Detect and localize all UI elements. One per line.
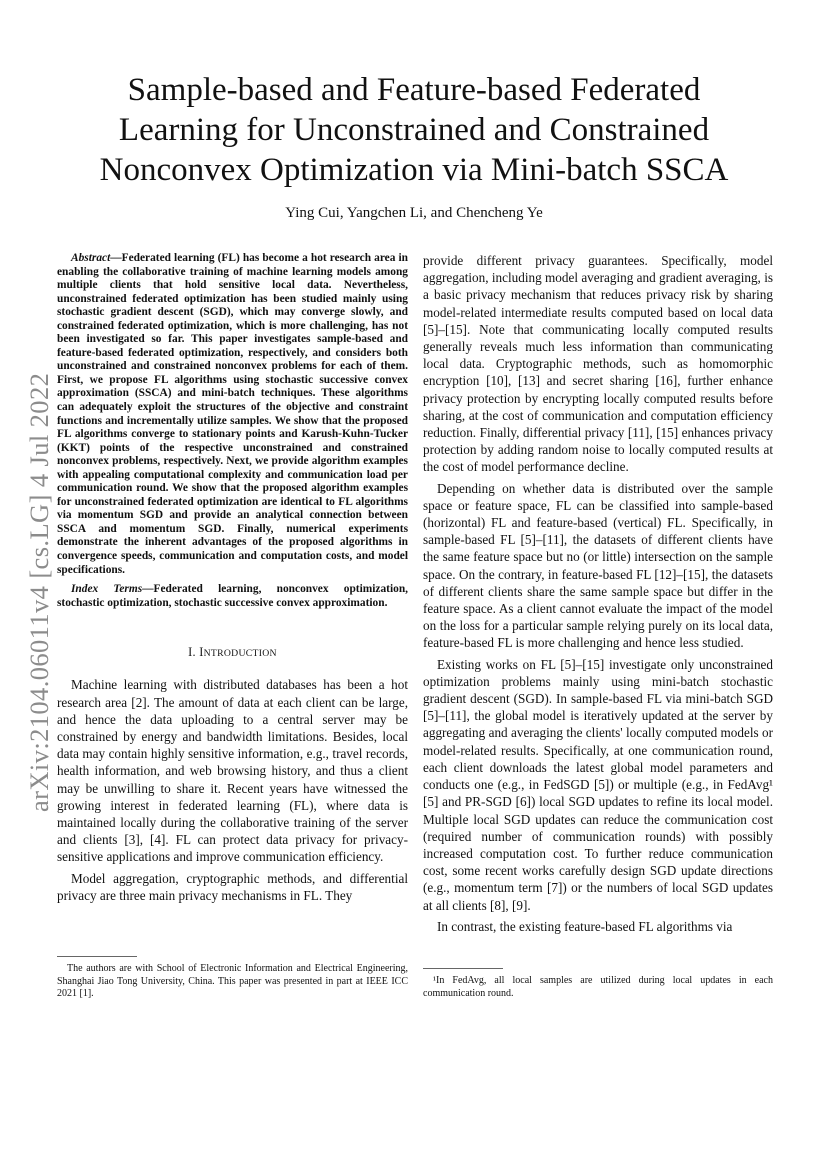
right-paragraph-3: Existing works on FL [5]–[15] investigate only unconstrained optimization problems mainly using mini-batch stochastic gradient descent (SGD). In sample-based FL via mini-batch SGD [5]–[11], the global model is iteratively updated at the server by aggregating and averaging the clients' locally computed models or model-related results. Specifically, at one communication round, each client downloads the latest global model parameters and conducts one (e.g., in FedSGD [5]) or multiple (e.g., in FedAvg¹ [5] and PR-SGD [6]) local SGD updates to refine its local model. Multiple local SGD updates can reduce the communication cost (required number of communication rounds) with possibly increased computation cost. To further reduce communication cost, some recent works carefully design SGD update directions (e.g., momentum term [7]) or the numbers of local SGD updates at all clients [8], [9].	[423, 656, 773, 913]
paper-title	[60, 70, 768, 190]
intro-paragraph-2: Model aggregation, cryptographic methods, and differential privacy are three main privacy mechanisms in FL. They	[57, 870, 408, 903]
arxiv-identifier: arXiv:2104.06011v4 [cs.LG] 4 Jul 2022	[24, 372, 54, 812]
right-column	[423, 252, 773, 935]
right-paragraph-4: In contrast, the existing feature-based FL algorithms via	[437, 918, 733, 934]
index-terms	[57, 583, 408, 610]
intro-paragraph-1: Machine learning with distributed databases has been a hot research area [2]. The amount of data at each client can be large, and hence the data uploading to a central server may be constrained by energy and bandwidth limitations. Besides, local data may contain highly sensitive information, e.g., travel records, health information, and web browsing history, and thus a client may be unwilling to share it. Recent years have witnessed the growing interest in federated learning (FL), where data is maintained locally during the collaborative training of the server and clients [3], [4]. FL can protect data privacy for privacy-sensitive applications and improve communication efficiency.	[57, 677, 408, 865]
title-line-2: Learning for Unconstrained and Constrained	[118, 112, 710, 148]
right-paragraph-1: provide different privacy guarantees. Specifically, model aggregation, including model averaging and gradient averaging, is a basic privacy mechanism that reduces privacy risk by sharing model-related intermediate results computed based on local data [5]–[15]. Note that communicating locally computed results generally reveals much less information than communicating local data. Cryptographic methods, such as homomorphic encryption [10], [13] and secret sharing [16], further enhance privacy protection by encrypting locally computed results before sharing, at the cost of communication and computation efficiency reduction. Finally, differential privacy [11], [15] enhances privacy protection by adding random noise to locally computed results at the cost of model performance decline.	[423, 253, 773, 475]
arxiv-sidebar-stamp	[22, 352, 56, 812]
index-terms-text: —Federated learning, nonconvex optimization, stochastic optimization, stochastic successive convex approximation.	[57, 583, 409, 609]
abstract-lead: Abstract	[71, 252, 111, 264]
fedavg-footnote: ¹In FedAvg, all local samples are utilized during local updates in each communication round.	[423, 975, 773, 999]
section-heading-introduction: I. INTRODUCTION	[188, 645, 277, 660]
abstract-text: —Federated learning (FL) has become a hot research area in enabling the collaborative training of machine learning models among multiple clients that hold sensitive local data. Nevertheless, unconstrained federated optimization has been studied mainly using stochastic gradient descent (SGD), which may converge slowly, and constrained federated optimization, which is more challenging, has not been investigated so far. This paper investigates sample-based and feature-based federated optimization, respectively, and considers both unconstrained and constrained nonconvex problems for each of them. First, we propose FL algorithms using stochastic successive convex approximation (SSCA) and mini-batch techniques. These algorithms can adequately exploit the structures of the objective and constraint functions and incrementally utilize samples. We show that the proposed FL algorithms converge to stationary points and Karush-Kuhn-Tucker (KKT) points of the respective unconstrained and constrained nonconvex problems, respectively. Next, we provide algorithm examples with appealing computational complexity and communication load per communication round. We show that the proposed algorithm examples for unconstrained federated optimization are identical to FL algorithms via momentum SGD and provide an analytical connection between SSCA and momentum SGD. Finally, numerical experiments demonstrate the inherent advantages of the proposed algorithms in convergence speeds, communication and computation costs, and model specifications.	[57, 252, 408, 576]
index-terms-lead: Index Terms	[71, 583, 143, 596]
right-paragraph-2: Depending on whether data is distributed over the sample space or feature space, FL can be classified into sample-based (horizontal) FL and feature-based (vertical) FL. Specifically, in sample-based FL [5]–[11], the datasets of different clients have the same feature space but no (or little) intersection on the sample space. On the contrary, in feature-based FL [12]–[15], the datasets of different clients share the same sample space but differ in the feature space. As a client cannot evaluate the impact of the model on the loss for a particular sample relying purely on its local data, feature-based FL is more challenging and hence less studied.	[423, 480, 773, 651]
left-footnote-rule	[57, 956, 137, 957]
title-line-3: Nonconvex Optimization via Mini-batch SSCA	[99, 152, 729, 188]
author-affiliation-footnote: The authors are with School of Electronic Information and Electrical Engineering, Shanghai Jiao Tong University, China. This paper was presented in part at IEEE ICC 2021 [1].	[57, 963, 408, 1000]
abstract	[57, 252, 408, 577]
left-column	[57, 252, 408, 904]
right-footnote-rule	[423, 968, 503, 969]
title-line-1: Sample-based and Feature-based Federated	[127, 72, 701, 108]
author-list: Ying Cui, Yangchen Li, and Chencheng Ye	[285, 205, 543, 221]
